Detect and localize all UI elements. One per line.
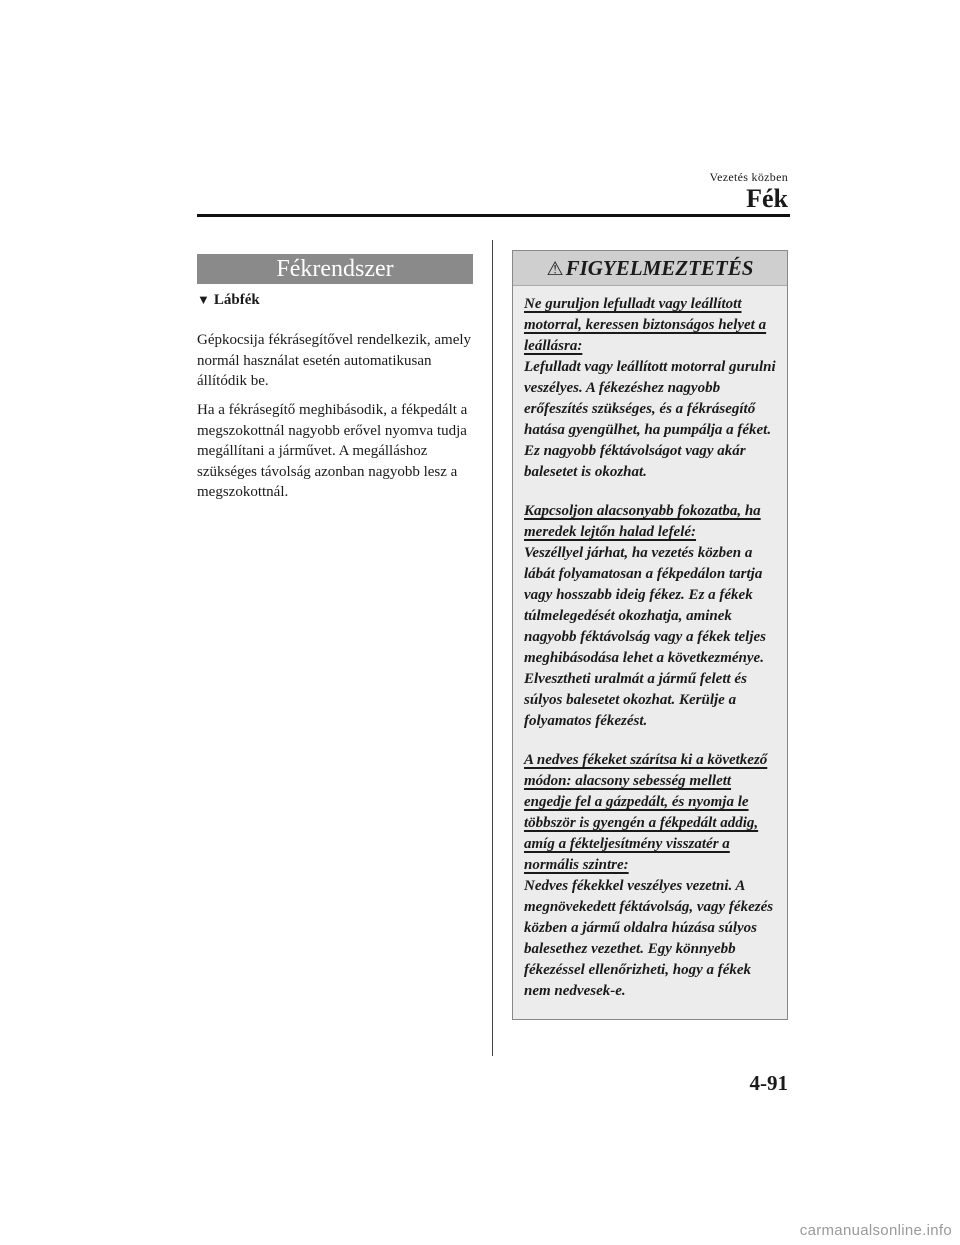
subheading-label: Lábfék: [213, 292, 260, 308]
warning-item: [524, 294, 776, 483]
warning-title-bar: [513, 251, 787, 286]
warning-item: [524, 750, 776, 1002]
warning-box: [512, 250, 788, 1020]
column-divider: [492, 240, 493, 1056]
warning-item-lead: A nedves fékeket szárítsa ki a következő módon: alacsony sebesség mellett engedje fel a gázpedált, és nyomja le többször is gyengén a fékpedált addig, amíg a fékteljesítmény visszatér a normális szintre:: [524, 752, 768, 873]
warning-item-text: Lefulladt vagy leállított motorral gurulni veszélyes. A fékezéshez nagyobb erőfeszítés szükséges, és a fékrásegítő hatása gyengülhet, ha pumpálja a féket. Ez nagyobb féktávolságot vagy akár balesetet is okozhat.: [524, 359, 776, 480]
warning-item: [524, 501, 776, 732]
triangle-down-icon: ▼: [197, 292, 210, 307]
warning-item-text: Nedves fékekkel veszélyes vezetni. A megnövekedett féktávolság, vagy fékezés közben a jármű oldalra húzása súlyos balesethez vezethet. Egy könnyebb fékezéssel ellenőrizheti, hogy a fékek nem nedvesek-e.: [524, 878, 774, 999]
subheading: [197, 292, 260, 309]
watermark: carmanualsonline.info: [799, 1222, 952, 1239]
section-title: Fékrendszer: [197, 254, 473, 284]
warning-body: [513, 294, 787, 1002]
body-paragraph: Gépkocsija fékrásegítővel rendelkezik, amely normál használat esetén automatikusan állítódik be.: [197, 332, 472, 390]
body-paragraph: Ha a fékrásegítő meghibásodik, a fékpedált a megszokottnál nagyobb erővel nyomva tudja megállítani a járművet. A megálláshoz szükséges távolság azonban nagyobb lesz a megszokottnál.: [197, 402, 468, 501]
warning-item-lead: Kapcsoljon alacsonyabb fokozatba, ha meredek lejtőn halad lefelé:: [524, 503, 761, 540]
warning-triangle-icon: ⚠: [546, 259, 564, 280]
page-number: 4-91: [749, 1071, 788, 1095]
header-divider: [197, 214, 790, 217]
chapter-header: Vezetés közben: [709, 170, 788, 184]
section-header: Fék: [746, 184, 788, 213]
warning-item-text: Veszéllyel járhat, ha vezetés közben a lábát folyamatosan a fékpedálon tartja vagy hosszabb ideig fékez. Ez a fékek túlmelegedését okozhatja, aminek nagyobb féktávolság vagy a fékek teljes meghibásodása lehet a következménye. Elvesztheti uralmát a jármű felett és súlyos balesetet okozhat. Kerülje a folyamatos fékezést.: [524, 545, 767, 729]
warning-item-lead: Ne guruljon lefulladt vagy leállított motorral, keressen biztonságos helyet a leállásra:: [524, 296, 767, 354]
warning-title: FIGYELMEZTETÉS: [565, 256, 754, 280]
